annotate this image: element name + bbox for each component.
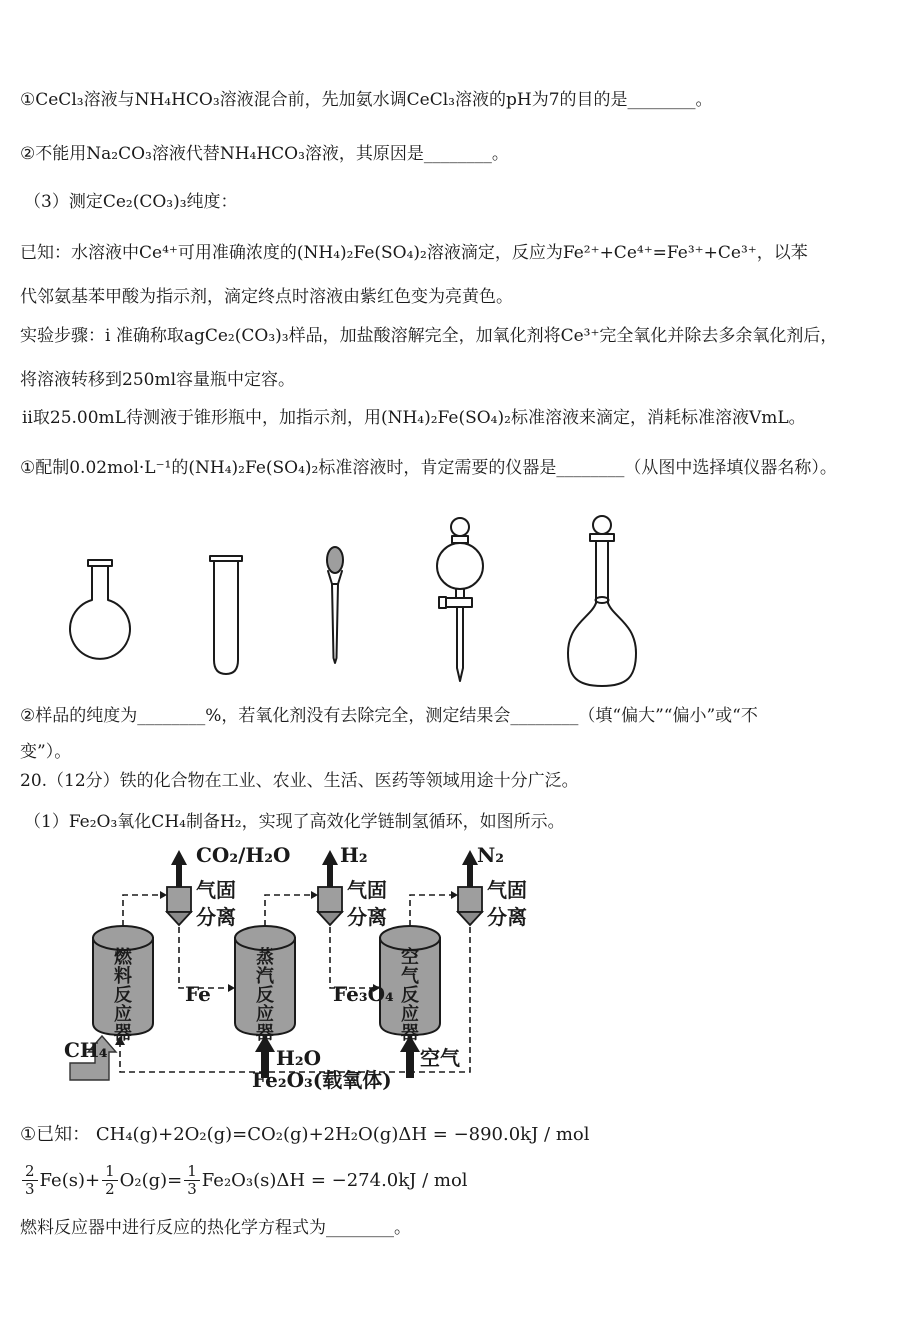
label-transfer-fe: Fe <box>185 982 211 1006</box>
line-thermochemical-blank: 燃料反应器中进行反应的热化学方程式为________。 <box>20 1218 411 1238</box>
label-separator-3: 气固 分离 <box>487 878 527 929</box>
label-fuel-reactor: 燃料反应器 <box>111 947 132 1042</box>
label-gas-h2: H₂ <box>340 843 368 867</box>
line-purity-blank-1: ②样品的纯度为________%，若氧化剂没有去除完全，测定结果会________（填“偏大”“偏小”或“不 <box>20 706 758 726</box>
volumetric-flask-icon <box>568 516 636 686</box>
test-tube-icon <box>210 556 242 674</box>
line-known-titration-1: 已知：水溶液中Ce⁴⁺可用准确浓度的(NH₄)₂Fe(SO₄)₂溶液滴定，反应为Fe²⁺+Ce⁴⁺=Fe³⁺+Ce³⁺，以苯 <box>20 243 808 263</box>
label-input-h2o: H₂O <box>276 1046 322 1070</box>
line-instrument-blank: ①配制0.02mol·L⁻¹的(NH₄)₂Fe(SO₄)₂标准溶液时，肯定需要的仪器是________（从图中选择填仪器名称）。 <box>20 458 837 478</box>
separator-2 <box>318 850 342 925</box>
apparatus-figure <box>60 510 660 695</box>
label-transfer-fe3o4: Fe₃O₄ <box>333 982 394 1006</box>
eq2-term-2: O₂(g)= <box>119 1169 183 1191</box>
label-gas-n2: N₂ <box>477 843 505 867</box>
separator-1 <box>167 850 191 925</box>
eq2-term-1: Fe(s)+ <box>39 1169 101 1191</box>
equation-ch4-combustion: ①已知： CH₄(g)+2O₂(g)=CO₂(g)+2H₂O(g)ΔH = −890.0kJ / mol <box>20 1124 590 1145</box>
line-q3-heading: （3）测定Ce₂(CO₃)₃纯度： <box>24 192 238 212</box>
round-bottom-flask-icon <box>70 560 130 659</box>
label-oxygen-carrier: Fe₂O₃(载氧体) <box>252 1068 392 1092</box>
line-step-ii: ii取25.00mL待测液于锥形瓶中，加指示剂，用(NH₄)₂Fe(SO₄)₂标准溶液来滴定，消耗标准溶液VmL。 <box>22 408 806 428</box>
label-separator-2: 气固 分离 <box>347 878 387 929</box>
fraction-2-3: $\frac{2}{3}$ <box>22 1163 38 1199</box>
line-step-i-1: 实验步骤：i 准确称取agCe₂(CO₃)₃样品，加盐酸溶解完全，加氧化剂将Ce³⁺完全氧化并除去多余氧化剂后， <box>20 326 838 346</box>
label-gas-co2-h2o: CO₂/H₂O <box>196 843 291 867</box>
label-input-ch4: CH₄ <box>64 1038 108 1062</box>
line-step-i-2: 将溶液转移到250ml容量瓶中定容。 <box>20 370 296 390</box>
eq2-term-3: Fe₂O₃(s)ΔH = −274.0kJ / mol <box>201 1169 468 1191</box>
line-na2co3-reason: ②不能用Na₂CO₃溶液代替NH₄HCO₃溶液，其原因是________。 <box>20 144 509 164</box>
separating-funnel-icon <box>437 518 483 681</box>
fraction-1-3: $\frac{1}{3}$ <box>184 1163 200 1199</box>
dropper-icon <box>327 547 343 663</box>
label-air-reactor: 空气反应器 <box>398 947 419 1042</box>
line-cecl3-ph-purpose: ①CeCl₃溶液与NH₄HCO₃溶液混合前，先加氨水调CeCl₃溶液的pH为7的目的是________。 <box>20 90 713 110</box>
label-separator-1: 气固 分离 <box>196 878 236 929</box>
fraction-1-2: $\frac{1}{2}$ <box>102 1163 118 1199</box>
label-steam-reactor: 蒸汽反应器 <box>253 947 274 1042</box>
label-input-air: 空气 <box>420 1046 460 1070</box>
line-known-titration-2: 代邻氨基苯甲酸为指示剂，滴定终点时溶液由紫红色变为亮黄色。 <box>20 287 513 307</box>
line-q20-1: （1）Fe₂O₃氧化CH₄制备H₂，实现了高效化学链制氢循环，如图所示。 <box>24 812 565 832</box>
line-q20-heading: 20.（12分）铁的化合物在工业、农业、生活、医药等领域用途十分广泛。 <box>20 771 579 791</box>
equation-fe-oxidation <box>20 1163 890 1199</box>
line-purity-blank-2: 变”）。 <box>20 742 72 762</box>
